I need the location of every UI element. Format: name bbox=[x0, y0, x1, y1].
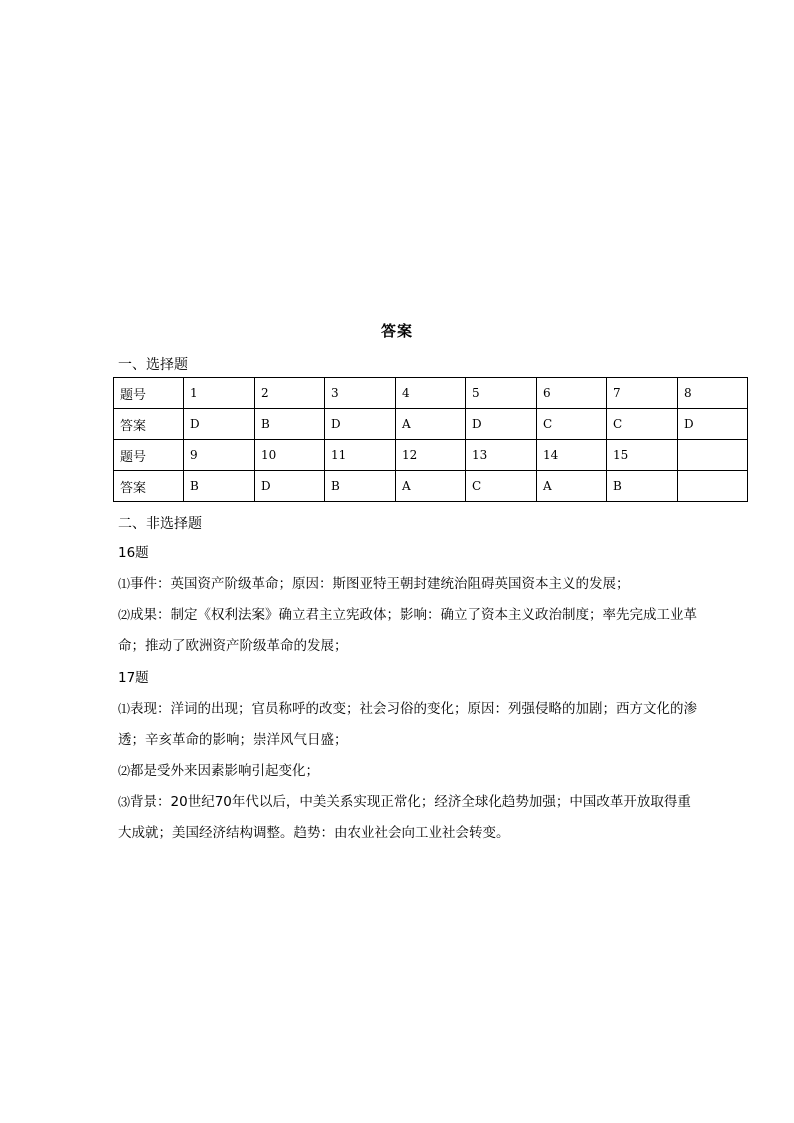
item-text: 事件：英国资产阶级革命；原因：斯图亚特王朝封建统治阻碍英国资本主义的发展； bbox=[130, 576, 630, 592]
table-cell: D bbox=[325, 409, 396, 440]
table-row bbox=[114, 378, 748, 409]
table-cell: A bbox=[396, 409, 466, 440]
table-cell: B bbox=[607, 471, 678, 502]
table-cell: 13 bbox=[466, 440, 537, 471]
item-marker: ⑴ bbox=[118, 577, 131, 591]
non-multiple-choice-heading: 二、非选择题 bbox=[118, 516, 202, 532]
question-16-answer bbox=[118, 538, 698, 662]
table-cell: 5 bbox=[466, 378, 537, 409]
table-cell: C bbox=[537, 409, 607, 440]
table-cell: 4 bbox=[396, 378, 466, 409]
answer-item bbox=[118, 787, 698, 849]
item-marker: ⑶ bbox=[118, 795, 131, 809]
table-cell: 10 bbox=[255, 440, 325, 471]
answer-item bbox=[118, 600, 698, 662]
page-title: 答案 bbox=[380, 322, 413, 340]
item-text: 表现：洋词的出现；官员称呼的改变；社会习俗的变化；原因：列强侵略的加剧；西方文化的渗透；辛亥革命的影响；崇洋风气日盛； bbox=[118, 701, 698, 748]
item-text: 背景：20世纪70年代以后，中美关系实现正常化；经济全球化趋势加强；中国改革开放取得重大成就；美国经济结构调整。趋势：由农业社会向工业社会转变。 bbox=[118, 794, 691, 841]
table-row bbox=[114, 440, 748, 471]
question-label: 17题 bbox=[118, 670, 149, 686]
table-cell: 6 bbox=[537, 378, 607, 409]
table-cell: 7 bbox=[607, 378, 678, 409]
table-cell: D bbox=[184, 409, 255, 440]
item-text: 成果：制定《权利法案》确立君主立宪政体；影响：确立了资本主义政治制度；率先完成工业革命；推动了欧洲资产阶级革命的发展； bbox=[118, 607, 698, 654]
table-cell: 2 bbox=[255, 378, 325, 409]
row-label: 题号 bbox=[114, 440, 184, 471]
table-cell: 12 bbox=[396, 440, 466, 471]
question-17-answer bbox=[118, 663, 698, 849]
answer-item bbox=[118, 569, 698, 600]
table-cell bbox=[678, 440, 748, 471]
answer-item bbox=[118, 756, 698, 787]
row-label: 题号 bbox=[114, 378, 184, 409]
item-marker: ⑴ bbox=[118, 702, 131, 716]
table-cell: D bbox=[466, 409, 537, 440]
table-cell: A bbox=[537, 471, 607, 502]
table-cell: B bbox=[184, 471, 255, 502]
table-cell: C bbox=[607, 409, 678, 440]
table-cell: B bbox=[255, 409, 325, 440]
table-cell: 1 bbox=[184, 378, 255, 409]
table-cell: 3 bbox=[325, 378, 396, 409]
table-cell: D bbox=[678, 409, 748, 440]
table-cell: D bbox=[255, 471, 325, 502]
question-label: 16题 bbox=[118, 545, 149, 561]
table-cell: 9 bbox=[184, 440, 255, 471]
table-cell: A bbox=[396, 471, 466, 502]
item-marker: ⑵ bbox=[118, 764, 131, 778]
table-cell: B bbox=[325, 471, 396, 502]
row-label: 答案 bbox=[114, 471, 184, 502]
table-cell bbox=[678, 471, 748, 502]
table-cell: 8 bbox=[678, 378, 748, 409]
item-marker: ⑵ bbox=[118, 608, 131, 622]
table-row bbox=[114, 409, 748, 440]
table-cell: C bbox=[466, 471, 537, 502]
table-cell: 15 bbox=[607, 440, 678, 471]
table-row bbox=[114, 471, 748, 502]
table-cell: 11 bbox=[325, 440, 396, 471]
table-cell: 14 bbox=[537, 440, 607, 471]
answer-item bbox=[118, 694, 698, 756]
row-label: 答案 bbox=[114, 409, 184, 440]
multiple-choice-heading: 一、选择题 bbox=[118, 357, 188, 373]
item-text: 都是受外来因素影响引起变化； bbox=[130, 763, 320, 779]
answer-table bbox=[113, 377, 748, 502]
